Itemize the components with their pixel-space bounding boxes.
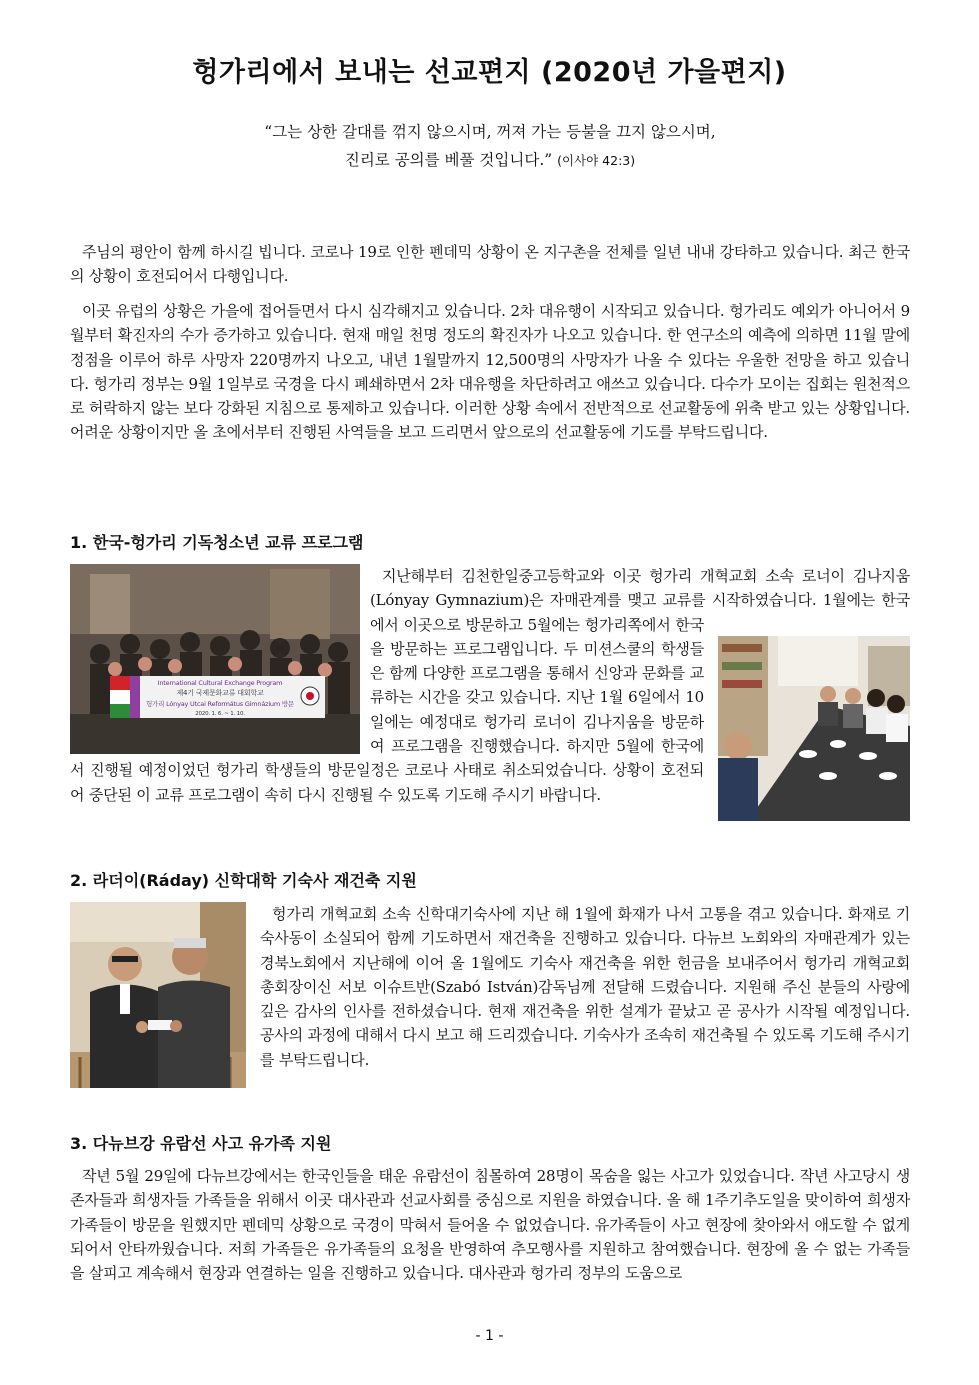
banner-line-2: 제4기 국제문화교류 대회학교 [176, 689, 264, 697]
donation-handover-photo [70, 902, 246, 1088]
intro-paragraph-2: 이곳 유럽의 상황은 가을에 접어들면서 다시 심각해지고 있습니다. 2차 대유행이 시작되고 있습니다. 헝가리도 예외가 아니어서 9월부터 확진자의 수가 증가하고 있습니다. 현재 매일 천명 정도의 확진자가 나오고 있습니다. 한 연구소의 예측에 의하면 11월 말에 정점을 이루어 하루 사망자 220명까지 나오고, 내년 1월말까지 12,500명의 사망자가 나올 수 있다는 우울한 전망을 하고 있습니다. 헝가리 정부는 9월 1일부로 국경을 다시 폐쇄하면서 2차 대유행을 차단하려고 애쓰고 있습니다. 다수가 모이는 집회는 원천적으로 허락하지 않는 보다 강화된 지침으로 통제하고 있습니다. 이러한 상황 속에서 전반적으로 선교활동에 위축 받고 있는 상황입니다. 어려운 상황이지만 올 초에서부터 진행된 사역들을 보고 드리면서 앞으로의 선교활동에 기도를 부탁드립니다. [70, 302, 910, 442]
section-2-body: 헝가리 개혁교회 소속 신학대기숙사에 지난 해 1월에 화재가 나서 고통을 겪고 있습니다. 화재로 기숙사동이 소실되어 함께 기도하면서 재건축을 진행하고 있습니다. 다뉴브 노회와의 자매관계가 있는 경북노회에서 지난해에 이어 올 1월에도 기숙사 재건축을 위한 헌금을 보내주어서 헝가리 개혁교회 총회장이신 서보 이슈트반(Szabó István)감독님께 전달해 드렸습니다. 지원해 주신 분들의 사랑에 깊은 감사의 인사를 전하셨습니다. 현재 재건축을 위한 설계가 끝났고 곧 공사가 시작될 예정입니다. 공사의 과정에 대해서 다시 보고 해 드리겠습니다. 기숙사가 조속히 재건축될 수 있도록 기도해 주시기를 부탁드립니다. [260, 905, 910, 1069]
banner-line-3: 헝가리 Lónyay Utcai Református Gimnázium 방문 [145, 700, 295, 708]
section-2-block [70, 902, 910, 1088]
page-title: 헝가리에서 보내는 선교편지 (2020년 가을편지) [192, 57, 787, 88]
section-3-heading: 3. 다뉴브강 유람선 사고 유가족 지원 [70, 1134, 332, 1153]
intro-paragraph-1: 주님의 평안이 함께 하시길 빕니다. 코로나 19로 인한 펜데믹 상황이 온 지구촌을 전체를 일년 내내 강타하고 있습니다. 최근 한국의 상황이 호전되어서 다행입니다. [70, 243, 910, 286]
quote-line-1: “그는 상한 갈대를 꺾지 않으시며, 꺼져 가는 등불을 끄지 않으시며, [264, 123, 716, 141]
banner-line-4: 2020. 1. 6. ~ 1. 10. [195, 711, 245, 717]
quote-reference: (이사야 42:3) [557, 153, 636, 168]
section-1-block [70, 564, 910, 821]
section-1-body: 지난해부터 김천한일중고등학교와 이곳 헝가리 개혁교회 소속 로너이 김나지움(Lónyay Gymnazium)은 자매관계를 맺고 교류를 시작하였습니다. 1월에는 한국에서 이곳으로 방문하고 5월에는 헝가리쪽에서 한국을 방문하는 프로그램입니다. 두 미션스쿨의 학생들은 함께 다양한 프로그램을 통해서 신앙과 문화를 교류하는 시간을 갖고 있습니다. 지난 1월 6일에서 10일에는 예정대로 헝가리 로너이 김나지움을 방문하여 프로그램을 진행했습니다. 하지만 5월에 한국에서 진행될 예정이었던 헝가리 학생들의 방문일정은 코로나 사태로 취소되었습니다. 상황이 호전되어 중단된 이 교류 프로그램이 속히 다시 진행될 수 있도록 기도해 주시기 바랍니다. [70, 567, 910, 804]
section-3-body: 작년 5월 29일에 다뉴브강에서는 한국인들을 태운 유람선이 침몰하여 28명이 목숨을 잃는 사고가 있었습니다. 작년 사고당시 생존자들과 희생자들 가족들을 위해서 이곳 대사관과 선교사회를 중심으로 지원을 하였습니다. 올 해 1주기추도일을 맞이하여 희생자 가족들이 방문을 원했지만 펜데믹 상황으로 국경이 막혀서 들어올 수 없었습니다. 유가족들이 사고 현장에 찾아와서 애도할 수 없게 되어서 안타까웠습니다. 저희 가족들은 유가족들의 요청을 반영하여 추모행사를 지원하고 참여했습니다. 현장에 올 수 없는 가족들을 살피고 계속해서 현장과 연결하는 일을 진행하고 있습니다. 대사관과 헝가리 정부의 도움으로 [70, 1167, 910, 1283]
scripture-quote [120, 118, 860, 175]
section-2-heading: 2. 라더이(Ráday) 신학대학 기숙사 재건축 지원 [70, 871, 417, 890]
quote-line-2: 진리로 공의를 베풀 것입니다.” [344, 151, 553, 169]
exchange-group-photo [70, 564, 360, 754]
section-1-heading: 1. 한국-헝가리 기독청소년 교류 프로그램 [70, 533, 364, 552]
page-number: - 1 - [475, 1328, 504, 1344]
banner-line-1: International Cultural Exchange Program [157, 679, 283, 687]
cafe-table-photo [718, 636, 910, 821]
